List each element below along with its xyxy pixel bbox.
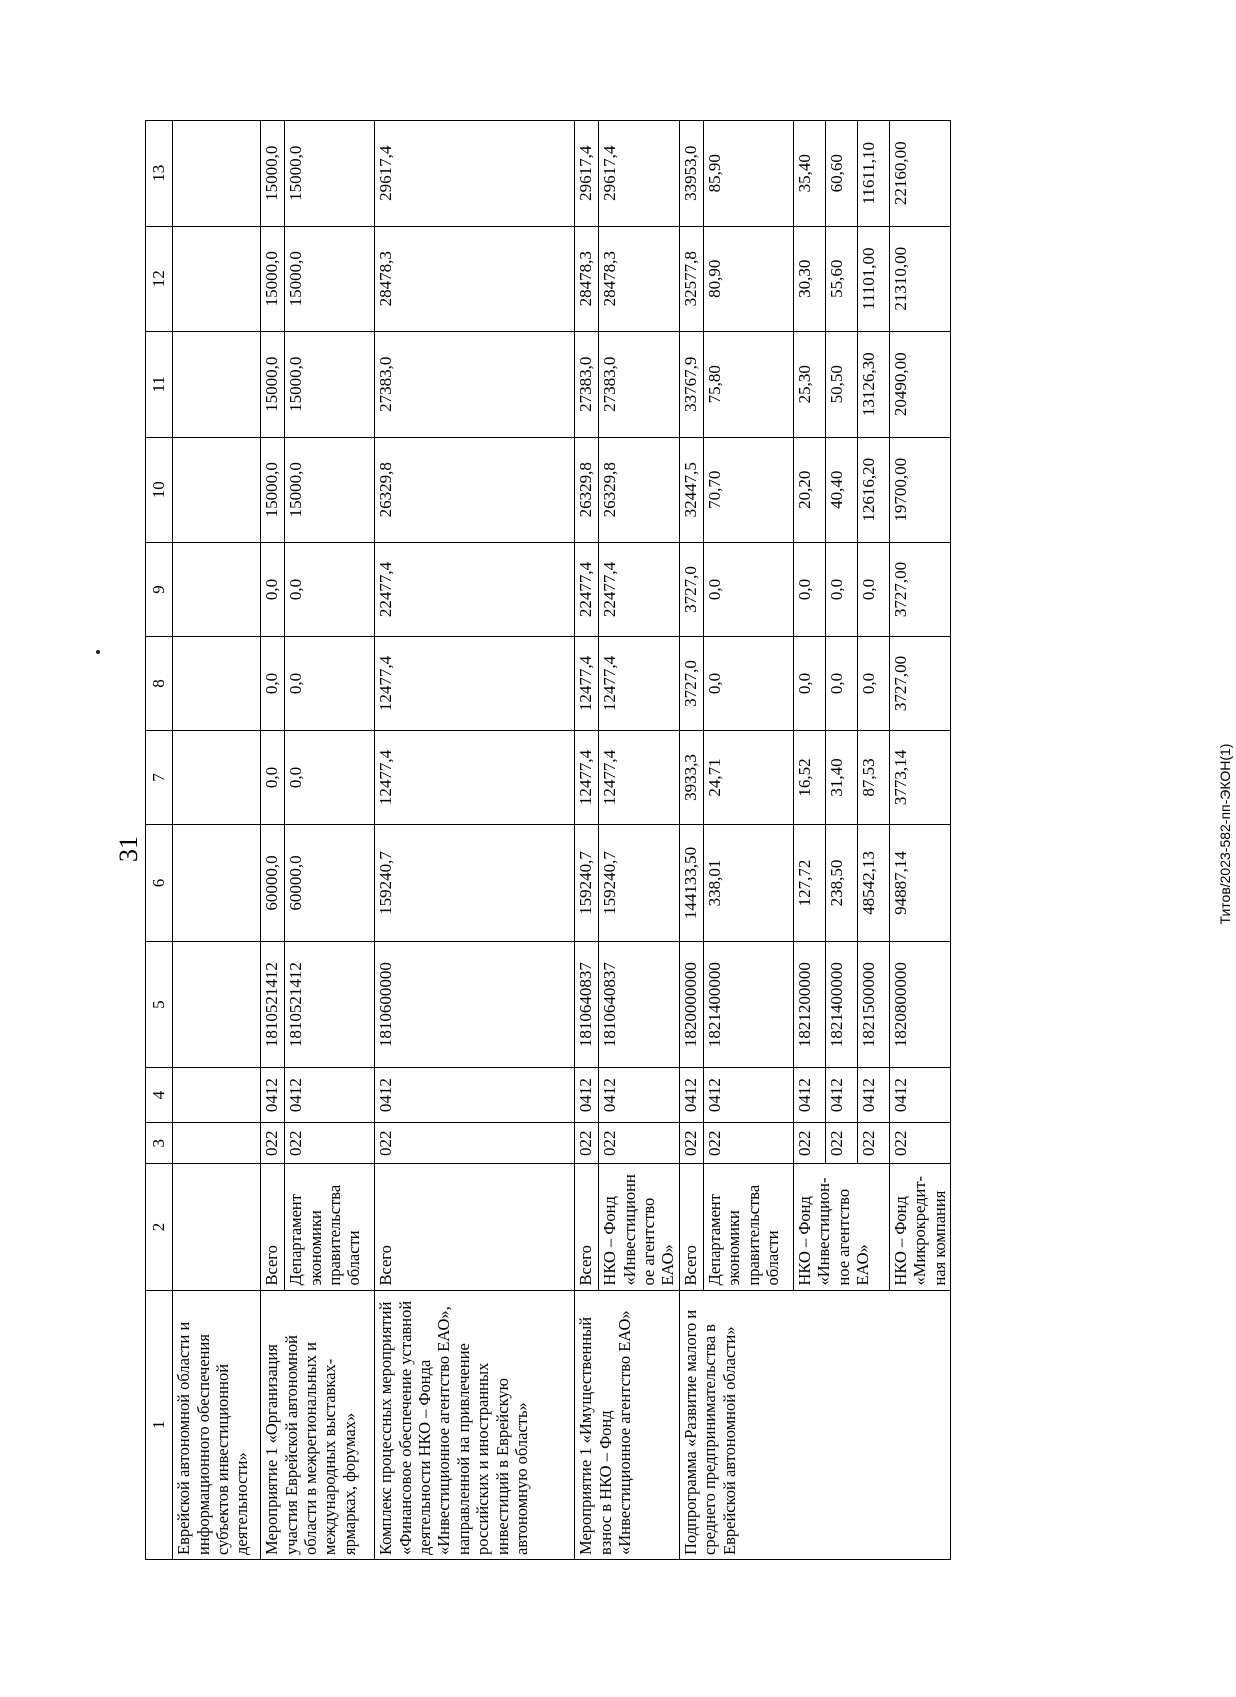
executor-cell: НКО – Фонд «Микрокредит-ная компания	[889, 1164, 950, 1290]
amount-cell: 0,0	[825, 543, 857, 637]
section-code-cell: 0412	[679, 1068, 703, 1123]
amount-cell: 3933,3	[679, 731, 703, 825]
program-name-cell: Комплекс процессных мероприятий «Финансовое обеспечение уставной деятельности НКО – Фонда «Инвестиционное агентство ЕАО», направленной на привлечение российских и иностранных инвестиций в Еврейскую автономную область»	[375, 1290, 575, 1559]
amount-cell: 159240,7	[599, 825, 680, 942]
amount-cell: 15000,0	[285, 121, 375, 227]
program-name-cell: Мероприятие 1 «Организация участия Еврейской автономной области в межрегиональных и международных выставках-ярмарках, форумах»	[261, 1290, 375, 1559]
amount-cell: 50,50	[825, 332, 857, 437]
amount-cell: 12477,4	[375, 637, 575, 731]
target-article-cell: 1810600000	[375, 942, 575, 1068]
amount-cell: 27383,0	[599, 332, 680, 437]
cell	[173, 121, 261, 227]
executor-cell: НКО – Фонд «Инвестиционное агентство ЕАО»	[599, 1164, 680, 1290]
grbs-code-cell: 022	[679, 1123, 703, 1164]
amount-cell: 32577,8	[679, 226, 703, 331]
amount-cell: 26329,8	[375, 437, 575, 542]
grbs-code-cell: 022	[889, 1123, 950, 1164]
amount-cell: 21310,00	[889, 226, 950, 331]
amount-cell: 3727,00	[889, 543, 950, 637]
amount-cell: 85,90	[703, 121, 793, 227]
section-code-cell: 0412	[703, 1068, 793, 1123]
amount-cell: 29617,4	[599, 121, 680, 227]
amount-cell: 26329,8	[575, 437, 599, 542]
amount-cell: 28478,3	[599, 226, 680, 331]
amount-cell: 20,20	[793, 437, 825, 542]
amount-cell: 70,70	[703, 437, 793, 542]
amount-cell: 159240,7	[575, 825, 599, 942]
amount-cell: 75,80	[703, 332, 793, 437]
amount-cell: 0,0	[285, 637, 375, 731]
amount-cell: 60000,0	[285, 825, 375, 942]
executor-cell: Департамент экономики правительства области	[703, 1164, 793, 1290]
amount-cell: 28478,3	[575, 226, 599, 331]
amount-cell: 11101,00	[857, 226, 889, 331]
header-cell: 11	[146, 332, 173, 437]
amount-cell: 29617,4	[375, 121, 575, 227]
amount-cell: 0,0	[703, 543, 793, 637]
amount-cell: 3727,0	[679, 637, 703, 731]
amount-cell: 13126,30	[857, 332, 889, 437]
table-row	[261, 121, 285, 1560]
amount-cell: 33953,0	[679, 121, 703, 227]
target-article-cell: 1810640837	[599, 942, 680, 1068]
stray-dot	[96, 650, 100, 654]
amount-cell: 238,50	[825, 825, 857, 942]
section-code-cell: 0412	[599, 1068, 680, 1123]
amount-cell: 12477,4	[375, 731, 575, 825]
amount-cell: 0,0	[261, 731, 285, 825]
amount-cell: 15000,0	[261, 121, 285, 227]
amount-cell: 22160,00	[889, 121, 950, 227]
section-code-cell: 0412	[857, 1068, 889, 1123]
section-code-cell: 0412	[793, 1068, 825, 1123]
header-cell: 7	[146, 731, 173, 825]
amount-cell: 16,52	[793, 731, 825, 825]
amount-cell: 32447,5	[679, 437, 703, 542]
amount-cell: 15000,0	[285, 437, 375, 542]
amount-cell: 0,0	[793, 637, 825, 731]
program-name-cell: Подпрограмма «Развитие малого и среднего предпринимательства в Еврейской автономной области»	[679, 1290, 950, 1559]
amount-cell: 127,72	[793, 825, 825, 942]
amount-cell: 12477,4	[575, 731, 599, 825]
target-article-cell: 1821400000	[825, 942, 857, 1068]
amount-cell: 3773,14	[889, 731, 950, 825]
amount-cell: 15000,0	[261, 226, 285, 331]
grbs-code-cell: 022	[825, 1123, 857, 1164]
amount-cell: 22477,4	[599, 543, 680, 637]
header-cell: 6	[146, 825, 173, 942]
amount-cell: 27383,0	[575, 332, 599, 437]
table-row	[575, 121, 599, 1560]
target-article-cell: 1810521412	[261, 942, 285, 1068]
amount-cell: 0,0	[793, 543, 825, 637]
amount-cell: 33767,9	[679, 332, 703, 437]
amount-cell: 12477,4	[599, 731, 680, 825]
amount-cell: 35,40	[793, 121, 825, 227]
header-cell: 5	[146, 942, 173, 1068]
amount-cell: 0,0	[261, 543, 285, 637]
amount-cell: 22477,4	[575, 543, 599, 637]
section-code-cell: 0412	[825, 1068, 857, 1123]
grbs-code-cell: 022	[703, 1123, 793, 1164]
amount-cell: 15000,0	[261, 437, 285, 542]
cell	[173, 1068, 261, 1123]
cell	[173, 731, 261, 825]
grbs-code-cell: 022	[575, 1123, 599, 1164]
target-article-cell: 1820000000	[679, 942, 703, 1068]
target-article-cell: 1821400000	[703, 942, 793, 1068]
program-name-cell: Еврейской автономной области и информационного обеспечения субъектов инвестиционной деятельности»	[173, 1290, 261, 1559]
amount-cell: 15000,0	[285, 332, 375, 437]
rotated-table-container	[145, 120, 1065, 1560]
header-cell: 3	[146, 1123, 173, 1164]
executor-cell: Всего	[261, 1164, 285, 1290]
program-name-cell: Мероприятие 1 «Имущественный взнос в НКО – Фонд «Инвестиционное агентство ЕАО»	[575, 1290, 680, 1559]
grbs-code-cell: 022	[793, 1123, 825, 1164]
section-code-cell: 0412	[261, 1068, 285, 1123]
amount-cell: 31,40	[825, 731, 857, 825]
cell	[173, 825, 261, 942]
cell	[173, 1123, 261, 1164]
target-article-cell: 1820800000	[889, 942, 950, 1068]
page-number: 31	[114, 836, 143, 862]
cell	[173, 637, 261, 731]
amount-cell: 15000,0	[261, 332, 285, 437]
amount-cell: 0,0	[857, 637, 889, 731]
grbs-code-cell: 022	[375, 1123, 575, 1164]
grbs-code-cell: 022	[285, 1123, 375, 1164]
amount-cell: 26329,8	[599, 437, 680, 542]
target-article-cell: 1821500000	[857, 942, 889, 1068]
grbs-code-cell: 022	[599, 1123, 680, 1164]
budget-table	[145, 120, 951, 1560]
amount-cell: 22477,4	[375, 543, 575, 637]
amount-cell: 94887,14	[889, 825, 950, 942]
amount-cell: 87,53	[857, 731, 889, 825]
header-cell: 8	[146, 637, 173, 731]
amount-cell: 12477,4	[575, 637, 599, 731]
amount-cell: 29617,4	[575, 121, 599, 227]
cell	[173, 437, 261, 542]
header-cell: 2	[146, 1164, 173, 1290]
section-code-cell: 0412	[375, 1068, 575, 1123]
header-cell: 9	[146, 543, 173, 637]
executor-cell: НКО – Фонд «Инвестицион-ное агентство ЕАО»	[793, 1164, 889, 1290]
amount-cell: 0,0	[285, 543, 375, 637]
target-article-cell: 1821200000	[793, 942, 825, 1068]
table-row	[679, 121, 703, 1560]
header-cell: 4	[146, 1068, 173, 1123]
cell	[173, 543, 261, 637]
executor-cell	[173, 1164, 261, 1290]
section-code-cell: 0412	[285, 1068, 375, 1123]
amount-cell: 24,71	[703, 731, 793, 825]
executor-cell: Всего	[375, 1164, 575, 1290]
table-row	[375, 121, 575, 1560]
amount-cell: 0,0	[703, 637, 793, 731]
amount-cell: 338,01	[703, 825, 793, 942]
amount-cell: 3727,0	[679, 543, 703, 637]
amount-cell: 0,0	[285, 731, 375, 825]
amount-cell: 20490,00	[889, 332, 950, 437]
table-row	[173, 121, 261, 1560]
amount-cell: 25,30	[793, 332, 825, 437]
header-cell: 13	[146, 121, 173, 227]
amount-cell: 55,60	[825, 226, 857, 331]
amount-cell: 30,30	[793, 226, 825, 331]
target-article-cell: 1810640837	[575, 942, 599, 1068]
amount-cell: 12616,20	[857, 437, 889, 542]
amount-cell: 144133,50	[679, 825, 703, 942]
executor-cell: Всего	[679, 1164, 703, 1290]
amount-cell: 11611,10	[857, 121, 889, 227]
cell	[173, 942, 261, 1068]
amount-cell: 0,0	[857, 543, 889, 637]
table-header-row	[146, 121, 173, 1560]
cell	[173, 226, 261, 331]
amount-cell: 15000,0	[285, 226, 375, 331]
document-id: Титов/2023-582-пп-ЭКОН(1)	[1217, 743, 1233, 925]
amount-cell: 0,0	[261, 637, 285, 731]
amount-cell: 40,40	[825, 437, 857, 542]
amount-cell: 60,60	[825, 121, 857, 227]
amount-cell: 28478,3	[375, 226, 575, 331]
amount-cell: 12477,4	[599, 637, 680, 731]
executor-cell: Департамент экономики правительства области	[285, 1164, 375, 1290]
amount-cell: 48542,13	[857, 825, 889, 942]
amount-cell: 19700,00	[889, 437, 950, 542]
amount-cell: 159240,7	[375, 825, 575, 942]
amount-cell: 60000,0	[261, 825, 285, 942]
amount-cell: 80,90	[703, 226, 793, 331]
header-cell: 1	[146, 1290, 173, 1559]
amount-cell: 3727,00	[889, 637, 950, 731]
executor-cell: Всего	[575, 1164, 599, 1290]
section-code-cell: 0412	[889, 1068, 950, 1123]
section-code-cell: 0412	[575, 1068, 599, 1123]
grbs-code-cell: 022	[261, 1123, 285, 1164]
amount-cell: 0,0	[825, 637, 857, 731]
cell	[173, 332, 261, 437]
header-cell: 12	[146, 226, 173, 331]
grbs-code-cell: 022	[857, 1123, 889, 1164]
amount-cell: 27383,0	[375, 332, 575, 437]
target-article-cell: 1810521412	[285, 942, 375, 1068]
header-cell: 10	[146, 437, 173, 542]
